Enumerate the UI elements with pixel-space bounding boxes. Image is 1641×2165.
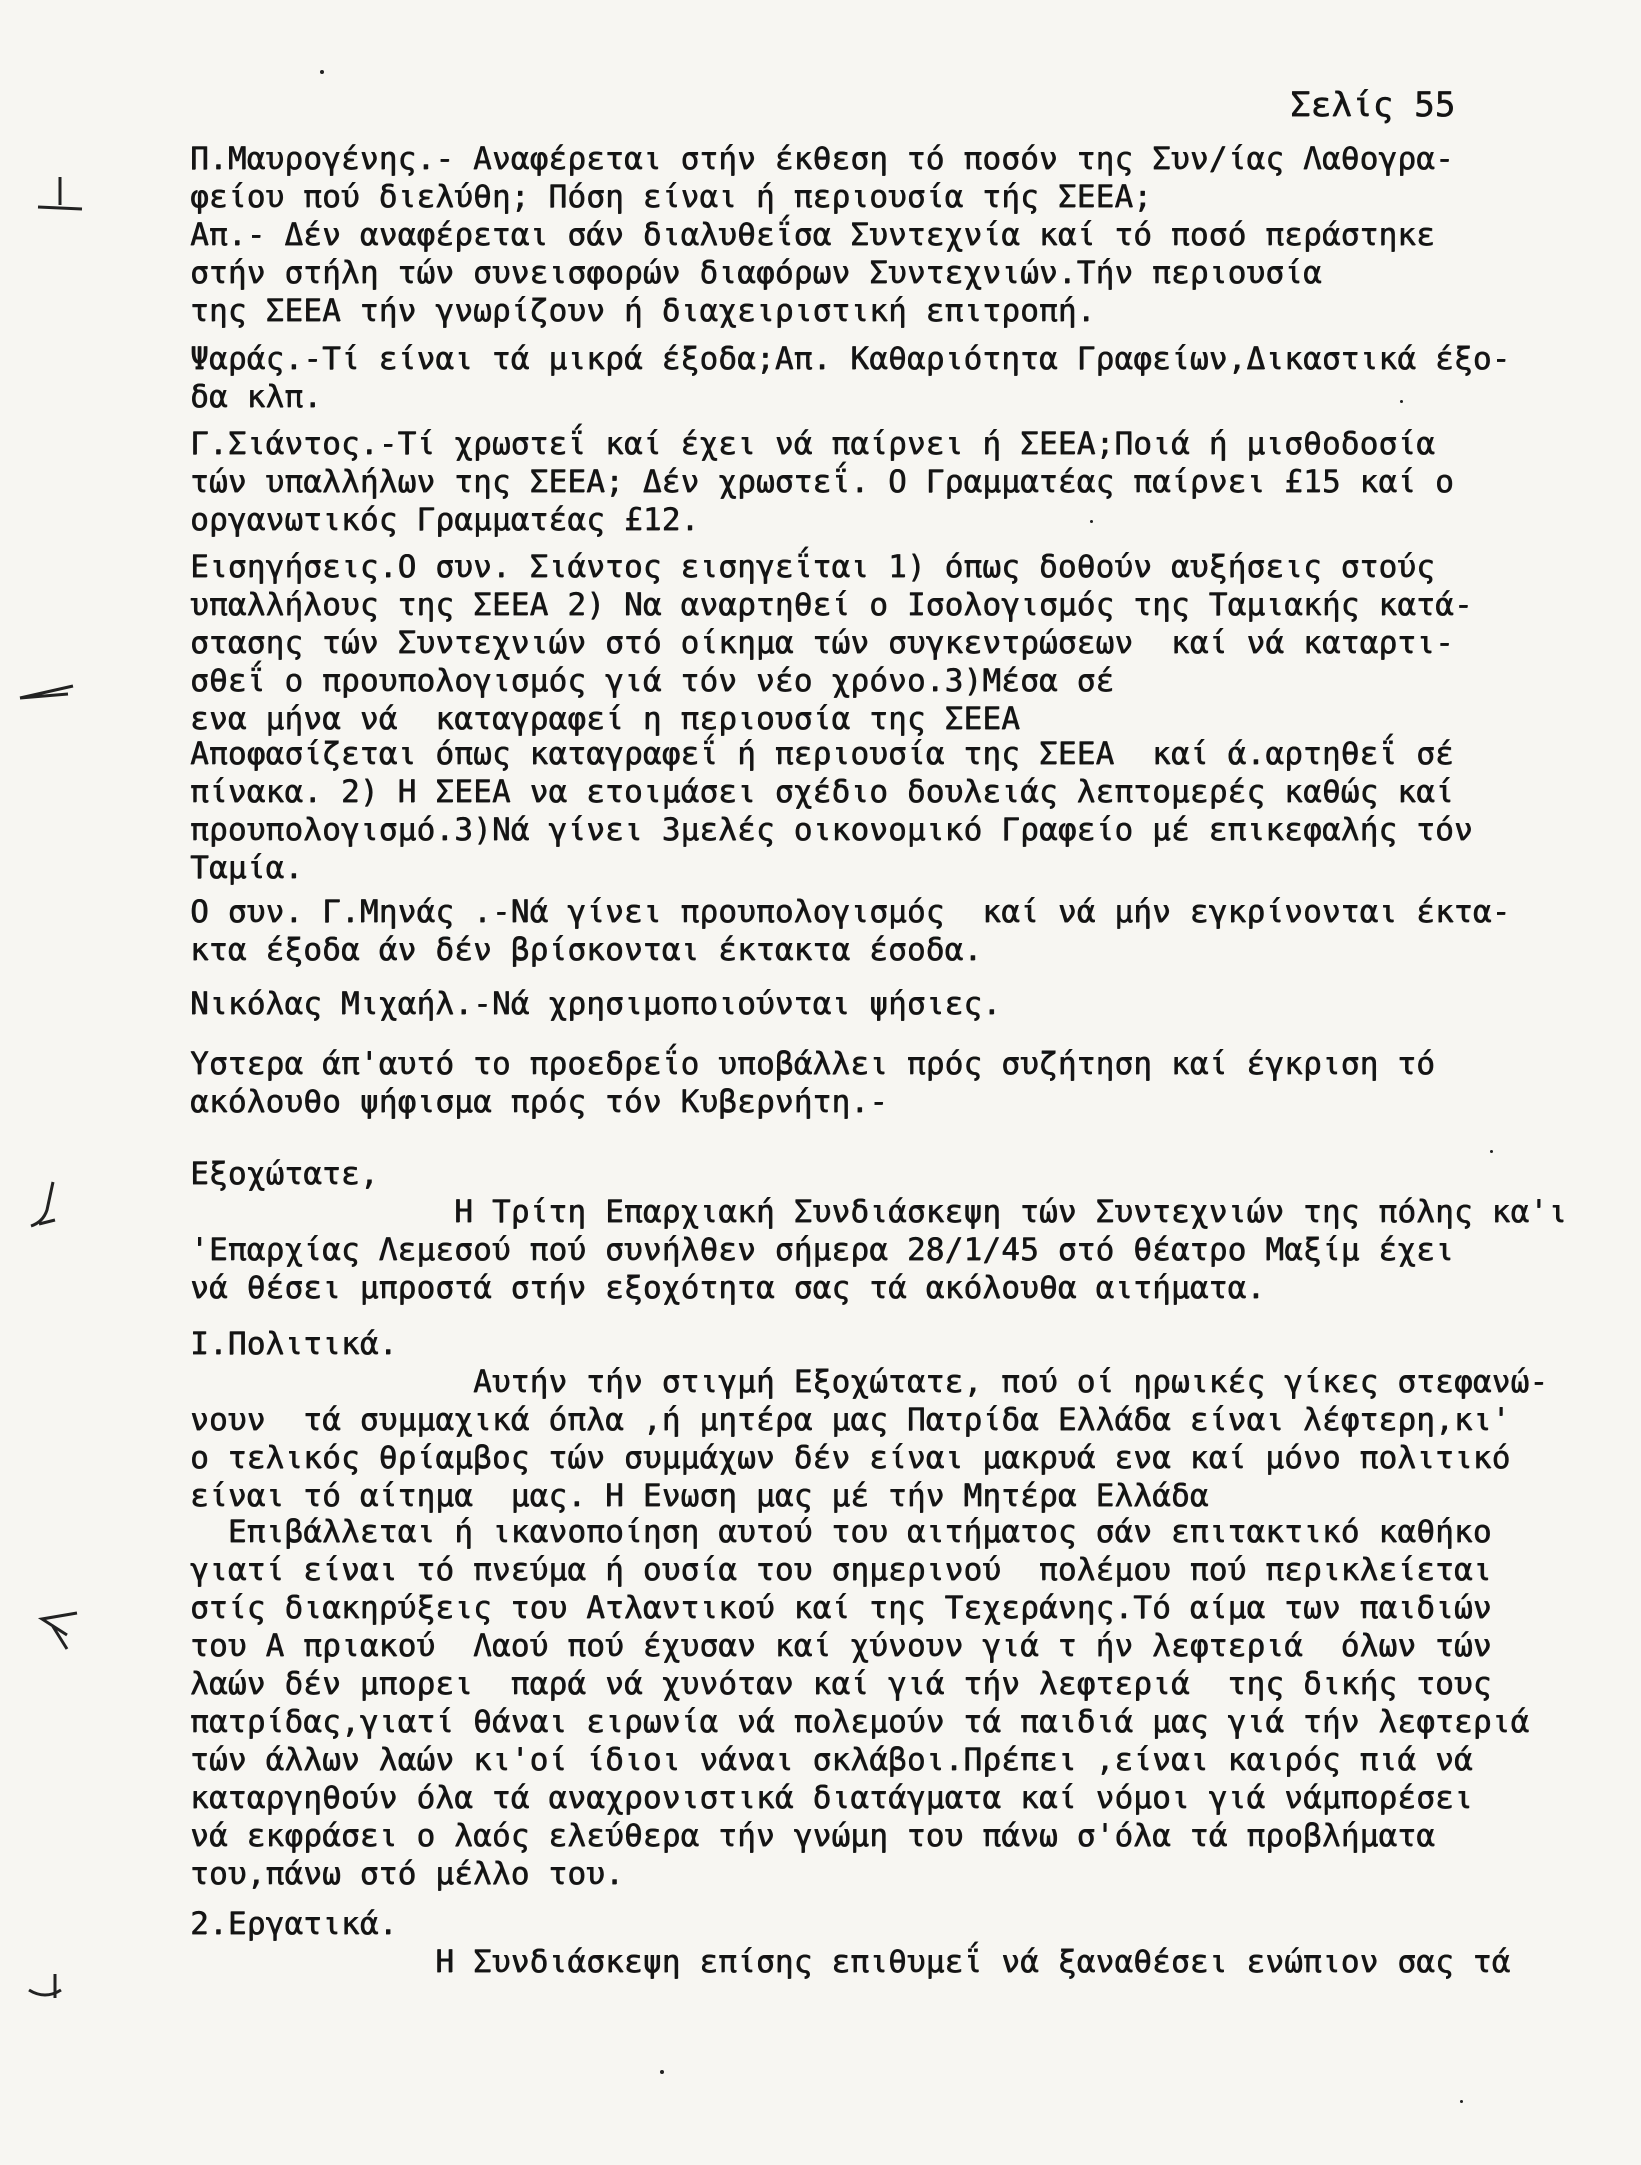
section-heading: I.Πολιτικά.	[190, 1326, 398, 1362]
speck	[320, 70, 324, 74]
text-line: Εξοχώτατε,	[190, 1156, 379, 1192]
text-line: ο τελικός θρίαμβος τών συμμάχων δέν είναι μακρυά ενα καί μόνο πολιτικό	[190, 1440, 1511, 1476]
section-political	[190, 1325, 1600, 1515]
text-line: νά θέσει μπροστά στήν εξοχότητα σας τά ακόλουθα αιτήματα.	[190, 1270, 1266, 1306]
text-line: Επιβάλλεται ή ικανοποίηση αυτού του αιτήματος σάν επιτακτικό καθήκο	[190, 1514, 1492, 1550]
text-line: τών υπαλλήλων της ΣΕΕΑ; Δέν χρωστεΐ. Ο Γραμματέας παίρνει £15 καί ο	[190, 464, 1454, 500]
text-line: κτα έξοδα άν δέν βρίσκονται έκτακτα έσοδα.	[190, 932, 983, 968]
text-line: οργανωτικός Γραμματέας £12.	[190, 502, 700, 538]
text-line: νά εκφράσει ο λαός ελεύθερα τήν γνώμη του πάνω σ'όλα τά προβλήματα	[190, 1818, 1435, 1854]
speck	[1090, 520, 1093, 523]
paragraph-psaras	[190, 340, 1600, 416]
text-line: καταργηθούν όλα τά αναχρονιστικά διατάγματα καί νόμοι γιά νάμπορέσει	[190, 1780, 1473, 1816]
text-line: είναι τό αίτημα μας. Η Ενωση μας μέ τήν Μητέρα Ελλάδα	[190, 1478, 1209, 1514]
text-line: Αυτήν τήν στιγμή Εξοχώτατε, πού οί ηρωικές γίκες στεφανώ-	[190, 1364, 1549, 1400]
text-line: στασης τών Συντεχνιών στό οίκημα τών συγκεντρώσεων καί νά καταρτι-	[190, 625, 1454, 661]
page-number: Σελίς 55	[1290, 85, 1456, 125]
text-line: Ο συν. Γ.Μηνάς .-Νά γίνει προυπολογισμός καί νά μήν εγκρίνονται έκτα-	[190, 894, 1511, 930]
text-line: πατρίδας,γιατί θάναι ειρωνία νά πολεμούν τά παιδιά μας γιά τήν λεφτεριά	[190, 1704, 1530, 1740]
margin-mark-bottom	[25, 1970, 65, 2010]
paragraph-address	[190, 1155, 1600, 1307]
speck	[660, 2070, 664, 2074]
text-line: υπαλλήλους της ΣΕΕΑ 2) Να αναρτηθεί ο Ισολογισμός της Ταμιακής κατά-	[190, 587, 1473, 623]
text-line: της ΣΕΕΑ τήν γνωρίζουν ή διαχειριστική επιτροπή.	[190, 293, 1096, 329]
text-line: Νικόλας Μιχαήλ.-Νά χρησιμοποιούνται ψήσιες.	[190, 986, 1002, 1022]
text-line: Εισηγήσεις.Ο συν. Σιάντος εισηγεΐται 1) όπως δοθούν αυξήσεις στούς	[190, 549, 1435, 585]
paragraph-imposed	[190, 1513, 1600, 1893]
margin-mark-arrow-1	[18, 680, 78, 710]
text-line: ενα μήνα νά καταγραφεί η περιουσία της ΣΕΕΑ	[190, 701, 1020, 737]
margin-mark-hook	[25, 1180, 65, 1230]
paragraph-mihail	[190, 985, 1600, 1023]
text-line: Υστερα άπ'αυτό το προεδρεΐο υποβάλλει πρός συζήτηση καί έγκριση τό	[190, 1046, 1435, 1082]
text-line: Η Συνδιάσκεψη επίσης επιθυμεΐ νά ξαναθέσει ενώπιον σας τά	[190, 1944, 1511, 1980]
text-line: Η Τρίτη Επαρχιακή Συνδιάσκεψη τών Συντεχνιών της πόλης κα'ι	[190, 1194, 1568, 1230]
text-line: Αποφασίζεται όπως καταγραφεΐ ή περιουσία της ΣΕΕΑ καί ά.αρτηθεΐ σέ	[190, 736, 1454, 772]
text-line: στήν στήλη τών συνεισφορών διαφόρων Συντεχνιών.Τήν περιουσία	[190, 255, 1322, 291]
text-line: Γ.Σιάντος.-Τί χρωστεΐ καί έχει νά παίρνει ή ΣΕΕΑ;Ποιά ή μισθοδοσία	[190, 426, 1435, 462]
margin-mark-arrow-2	[22, 1605, 82, 1655]
paragraph-presidium	[190, 1045, 1600, 1121]
text-line: τών άλλων λαών κι'οί ίδιοι νάναι σκλάβοι.Πρέπει ,είναι καιρός πιά νά	[190, 1742, 1473, 1778]
text-line: νουν τά συμμαχικά όπλα ,ή μητέρα μας Πατρίδα Ελλάδα είναι λέφτερη,κι'	[190, 1402, 1511, 1438]
margin-mark-top	[30, 175, 90, 225]
paragraph-proposals	[190, 548, 1600, 738]
text-line: Π.Μαυρογένης.- Αναφέρεται στήν έκθεση τό ποσόν της Συν/ίας Λαθογρα-	[190, 141, 1454, 177]
text-line: λαών δέν μπορει παρά νά χυνόταν καί γιά τήν λεφτεριά της δικής τους	[190, 1666, 1492, 1702]
section-labour	[190, 1905, 1600, 1981]
text-line: του,πάνω στό μέλλο του.	[190, 1856, 624, 1892]
text-line: του Α πριακού Λαού πού έχυσαν καί χύνουν γιά τ ήν λεφτεριά όλων τών	[190, 1628, 1492, 1664]
text-line: Ταμία.	[190, 850, 304, 886]
text-line: Ψαράς.-Τί είναι τά μικρά έξοδα;Απ. Καθαριότητα Γραφείων,Δικαστικά έξο-	[190, 341, 1511, 377]
speck	[1460, 2100, 1463, 2103]
text-line: Απ.- Δέν αναφέρεται σάν διαλυθεΐσα Συντεχνία καί τό ποσό περάστηκε	[190, 217, 1435, 253]
text-line: στίς διακηρύξεις του Ατλαντικού καί της Τεχεράνης.Τό αίμα των παιδιών	[190, 1590, 1492, 1626]
paragraph-mavrogenis	[190, 140, 1600, 330]
text-line: 'Επαρχίας Λεμεσού πού συνήλθεν σήμερα 28/1/45 στό θέατρο Μαξίμ έχει	[190, 1232, 1454, 1268]
text-line: γιατί είναι τό πνεύμα ή ουσία του σημερινού πολέμου πού περικλείεται	[190, 1552, 1492, 1588]
section-heading: 2.Εργατικά.	[190, 1906, 398, 1942]
speck	[1400, 400, 1403, 403]
text-line: πίνακα. 2) Η ΣΕΕΑ να ετοιμάσει σχέδιο δουλειάς λεπτομερές καθώς καί	[190, 774, 1454, 810]
text-line: φείου πού διελύθη; Πόση είναι ή περιουσία τής ΣΕΕΑ;	[190, 179, 1153, 215]
text-line: σθεΐ ο προυπολογισμός γιά τόν νέο χρόνο.3)Μέσα σέ	[190, 663, 1115, 699]
text-line: ακόλουθο ψήφισμα πρός τόν Κυβερνήτη.-	[190, 1084, 888, 1120]
paragraph-decision	[190, 735, 1600, 887]
paragraph-minas	[190, 893, 1600, 969]
speck	[1490, 1150, 1493, 1153]
text-line: δα κλπ.	[190, 379, 323, 415]
paragraph-siantos	[190, 425, 1600, 539]
text-line: προυπολογισμό.3)Νά γίνει 3μελές οικονομικό Γραφείο μέ επικεφαλής τόν	[190, 812, 1473, 848]
